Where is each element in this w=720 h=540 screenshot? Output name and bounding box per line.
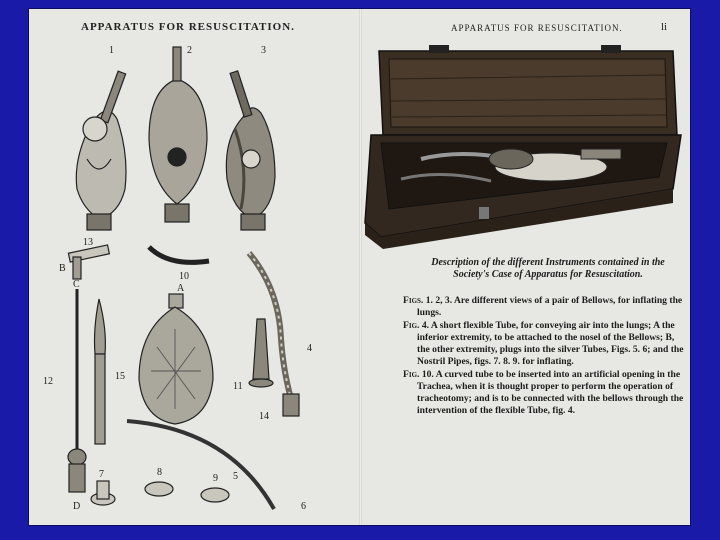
bellows-figure-1: [76, 71, 126, 230]
entry-figs-1-2-3: Figs. 1. 2, 3. Are different views of a pair of Bellows, for inflating the lungs.: [403, 295, 683, 318]
description-title: Description of the different Instruments contained in the Society's Case of Apparatus for Resuscitation.: [431, 257, 665, 280]
fig-letter-b: B: [59, 263, 66, 274]
nostril-pipes-7-8-9: [91, 481, 229, 505]
fig-label-14: 14: [259, 411, 269, 422]
fig-label-3: 3: [261, 45, 266, 56]
fig-label-13: 13: [83, 237, 93, 248]
entry-fig-4: Fig. 4. A short flexible Tube, for conveying air into the lungs; A the inferior extremity, to be attached to the nosel of the Bellows; B, the other extremity, plugs into the silver Tubes, Figs. 5. 6; and the Nostril Pipes, figs. 7. 8. 9. for inflating.: [403, 320, 684, 367]
fig-letter-c: C: [73, 279, 80, 290]
left-running-head: APPARATUS FOR RESUSCITATION.: [81, 21, 295, 33]
fig-label-5: 5: [233, 471, 238, 482]
description-entries: [403, 295, 685, 418]
right-running-head: APPARATUS FOR RESUSCITATION.: [451, 23, 623, 33]
fig-letter-a: A: [177, 283, 185, 294]
bellows-figure-2: [149, 47, 207, 222]
instruments-engraving: [29, 9, 361, 526]
fig-label-8: 8: [157, 467, 162, 478]
case-lid: [379, 45, 677, 135]
fig-label-15: 15: [115, 371, 125, 382]
pipe-figure-13: [68, 245, 109, 279]
probe-figure-12: [68, 289, 86, 492]
fig-label-7: 7: [99, 469, 104, 480]
fig-label-1: 1: [109, 45, 114, 56]
curved-tube-figure-10: [149, 247, 209, 262]
fig-label-11: 11: [233, 381, 243, 392]
spatula-figure-15: [95, 299, 106, 444]
page-number: li: [661, 21, 668, 33]
fig-label-4: 4: [307, 343, 312, 354]
fig-label-9: 9: [213, 473, 218, 484]
fig-label-12: 12: [43, 376, 53, 387]
left-page: [29, 9, 361, 525]
entry-fig-10: Fig. 10. A curved tube to be inserted into an artificial opening in the Trachea, when it is thought proper to perform the operation of tracheotomy; and is to be connected with the bellows through the intervention of the flexible Tube, fig. 4.: [403, 369, 684, 416]
fig-label-10: 10: [179, 271, 189, 282]
bladder-flask: [139, 294, 213, 424]
nostril-pipe-figure-14: [249, 319, 273, 387]
fig-label-2: 2: [187, 45, 192, 56]
fig-label-6: 6: [301, 501, 306, 512]
fig-letter-d: D: [73, 501, 81, 512]
bellows-figure-3: [226, 71, 275, 230]
apparatus-case-engraving: [361, 9, 691, 249]
book-spread-image: [28, 8, 691, 526]
right-page: [361, 9, 691, 525]
